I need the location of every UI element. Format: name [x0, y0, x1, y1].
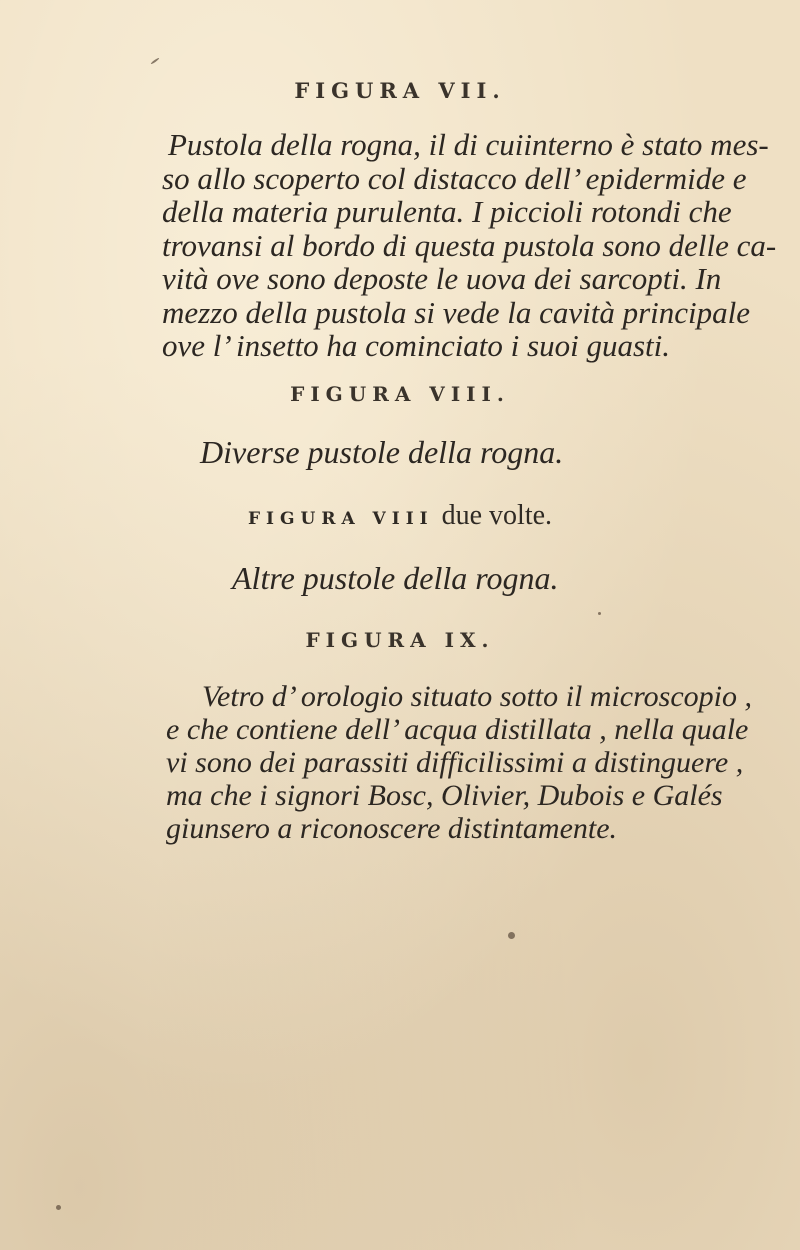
caption-line: Vetro d’ orologio situato sotto il microscopio , [202, 680, 753, 713]
figure-viii-twice-suffix: due volte. [441, 500, 553, 531]
figure-vii-heading: FIGURA VII. [294, 78, 506, 103]
figure-viii-twice-label: FIGURA VIII [247, 509, 434, 529]
figure-viii-heading: FIGURA VIII. [290, 382, 510, 406]
caption-line: giunsero a riconoscere distintamente. [166, 812, 618, 845]
figure-ix-caption [166, 680, 770, 845]
figure-ix-heading: FIGURA IX. [305, 628, 495, 652]
caption-line: vi sono dei parassiti difficilissimi a distinguere , [166, 746, 744, 779]
caption-line: Pustola della rogna, il di cuiinterno è stato mes- [168, 127, 769, 162]
caption-line: e che contiene dell’ acqua distillata , nella quale [166, 713, 749, 746]
caption-line: trovansi al bordo di questa pustola sono delle ca- [162, 227, 777, 263]
caption-line: ma che i signori Bosc, Olivier, Dubois e Galés [166, 779, 723, 812]
caption-line: ove l’ insetto ha cominciato i suoi guasti. [162, 328, 671, 363]
paper-speck [56, 1205, 61, 1210]
figure-vii-caption [162, 127, 777, 363]
figure-viii-twice-caption: Altre pustole della rogna. [232, 560, 559, 596]
paper-speck [508, 932, 515, 939]
figure-viii-twice-heading [0, 500, 800, 532]
caption-line: vità ove sono deposte le uova dei sarcopti. In [162, 261, 722, 296]
figure-viii-caption: Diverse pustole della rogna. [200, 434, 564, 470]
paper-speck [598, 612, 601, 615]
paper-speck [150, 57, 159, 64]
caption-line: della materia purulenta. I piccioli rotondi che [162, 194, 732, 229]
caption-line: so allo scoperto col distacco dell’ epidermide e [162, 160, 747, 196]
caption-line: mezzo della pustola si vede la cavità principale [162, 294, 751, 330]
